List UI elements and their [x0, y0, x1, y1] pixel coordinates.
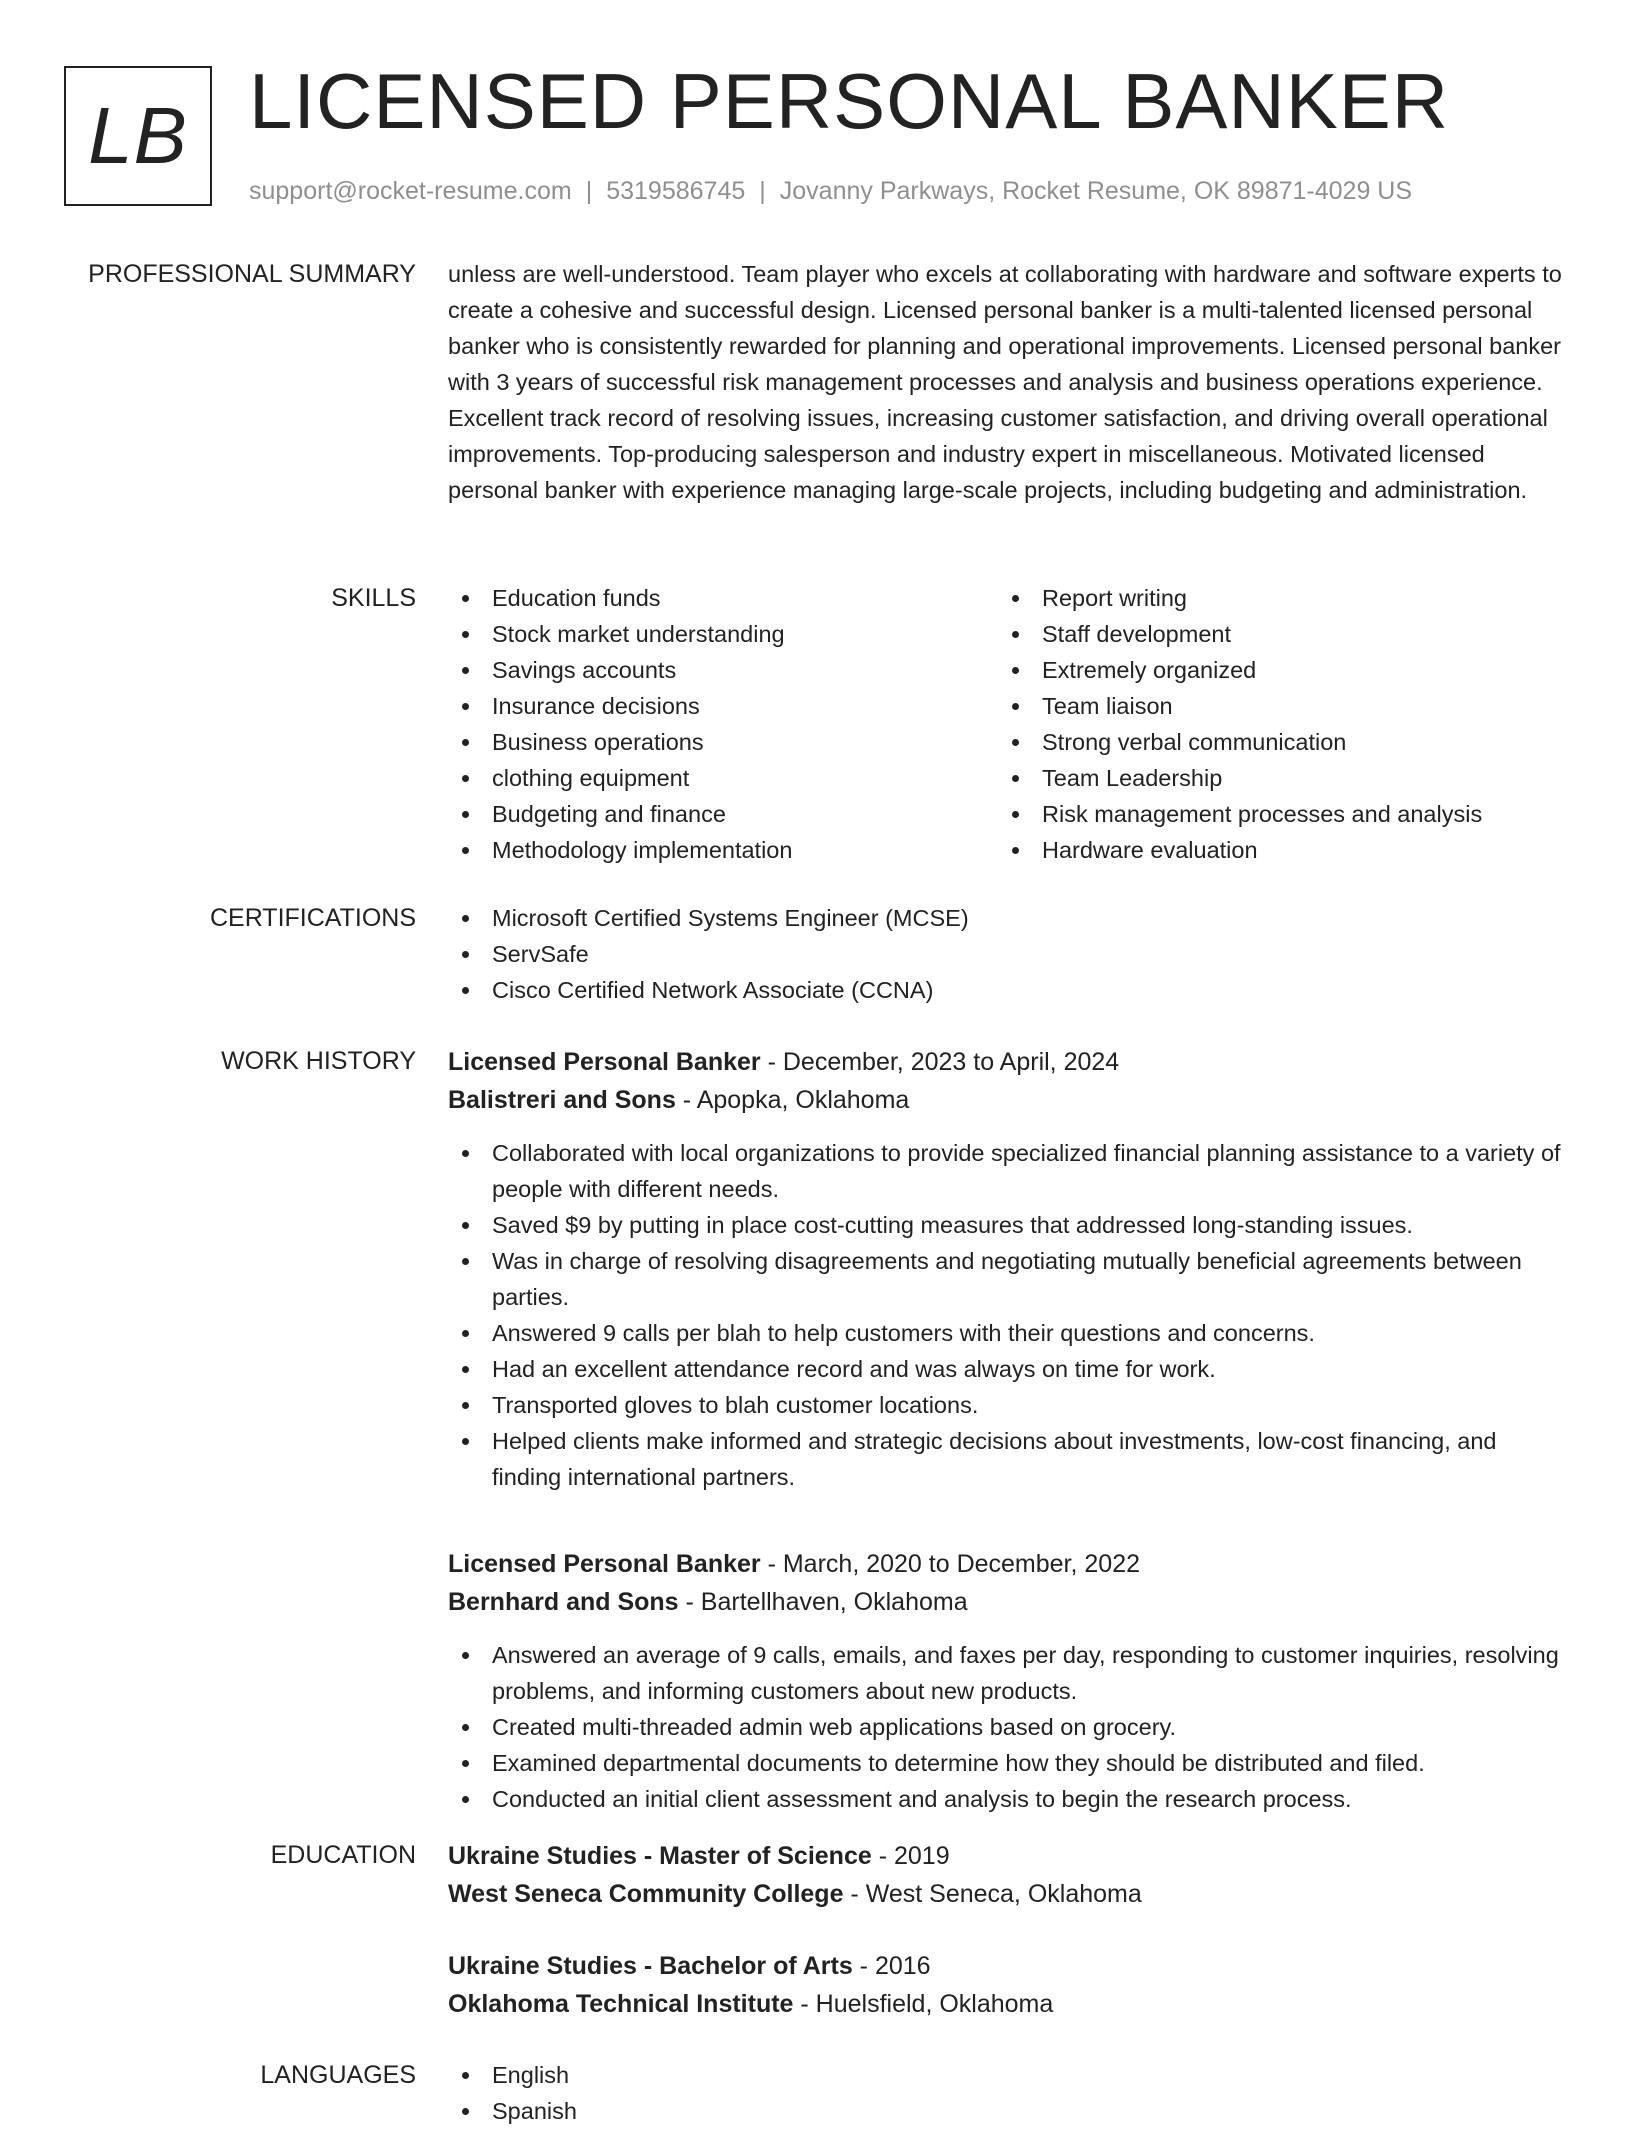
list-item: Education funds	[448, 580, 998, 616]
list-item: ServSafe	[448, 936, 1568, 972]
education-year: - 2016	[852, 1952, 931, 1980]
section-label-work-history: WORK HISTORY	[221, 1047, 416, 1075]
list-item: Team liaison	[998, 688, 1548, 724]
job-entry	[448, 1545, 1568, 1817]
section-label-education: EDUCATION	[270, 1841, 416, 1869]
summary-text: unless are well-understood. Team player who excels at collaborating with hardware and software experts to create a cohesive and successful design. Licensed personal banker is a multi-talented licensed personal banker who is consistently rewarded for planning and operational improvements. Licensed personal banker with 3 years of successful risk management processes and analysis and business operations experience. Excellent track record of resolving issues, increasing customer satisfaction, and driving overall operational improvements. Top-producing salesperson and industry expert in miscellaneous. Motivated licensed personal banker with experience managing large-scale projects, including budgeting and administration.	[448, 261, 1562, 503]
list-item: Budgeting and finance	[448, 796, 998, 832]
list-item: Created multi-threaded admin web applications based on grocery.	[448, 1709, 1568, 1745]
job-location: - Bartellhaven, Oklahoma	[678, 1588, 968, 1616]
education-school: Oklahoma Technical Institute	[448, 1990, 794, 2018]
job-title-line	[448, 1545, 1568, 1583]
section-label-skills: SKILLS	[331, 584, 416, 612]
job-company: Bernhard and Sons	[448, 1588, 679, 1616]
skills-body	[448, 580, 1568, 868]
list-item: Savings accounts	[448, 652, 998, 688]
job-dates: - December, 2023 to April, 2024	[760, 1048, 1120, 1076]
education-year: - 2019	[871, 1842, 950, 1870]
list-item: Helped clients make informed and strategic decisions about investments, low-cost financing, and finding international partners.	[448, 1423, 1568, 1495]
list-item: Staff development	[998, 616, 1548, 652]
list-item: Saved $9 by putting in place cost-cutting measures that addressed long-standing issues.	[448, 1207, 1568, 1243]
education-degree: Ukraine Studies - Master of Science	[448, 1842, 872, 1870]
languages-list	[448, 2057, 1568, 2129]
list-item: Extremely organized	[998, 652, 1548, 688]
job-entry	[448, 1043, 1568, 1495]
list-item: clothing equipment	[448, 760, 998, 796]
email-address[interactable]: support@rocket-resume.com	[249, 177, 572, 205]
list-item: Risk management processes and analysis	[998, 796, 1548, 832]
job-company-line	[448, 1081, 1568, 1119]
education-body	[448, 1837, 1568, 2023]
education-school: West Seneca Community College	[448, 1880, 844, 1908]
education-school-line	[448, 1985, 1568, 2023]
candidate-name: LICENSED PERSONAL BANKER	[249, 57, 1450, 145]
education-degree-line	[448, 1837, 1568, 1875]
job-bullets	[448, 1637, 1568, 1817]
summary-body	[448, 256, 1568, 508]
education-entry	[448, 1947, 1568, 2023]
education-location: - Huelsfield, Oklahoma	[793, 1990, 1054, 2018]
list-item: Spanish	[448, 2093, 1568, 2129]
list-item: Answered an average of 9 calls, emails, and faxes per day, responding to customer inquiries, resolving problems, and informing customers about new products.	[448, 1637, 1568, 1709]
list-item: Microsoft Certified Systems Engineer (MCSE)	[448, 900, 1568, 936]
section-label-summary: PROFESSIONAL SUMMARY	[88, 260, 416, 288]
job-title: Licensed Personal Banker	[448, 1550, 761, 1578]
list-item: Report writing	[998, 580, 1548, 616]
list-item: Had an excellent attendance record and was always on time for work.	[448, 1351, 1568, 1387]
education-location: - West Seneca, Oklahoma	[843, 1880, 1142, 1908]
list-item: Methodology implementation	[448, 832, 998, 868]
job-company-line	[448, 1583, 1568, 1621]
education-degree: Ukraine Studies - Bachelor of Arts	[448, 1952, 853, 1980]
job-company: Balistreri and Sons	[448, 1086, 676, 1114]
list-item: Business operations	[448, 724, 998, 760]
postal-address: Jovanny Parkways, Rocket Resume, OK 89871-4029 US	[779, 177, 1413, 205]
education-school-line	[448, 1875, 1568, 1913]
list-item: Was in charge of resolving disagreements and negotiating mutually beneficial agreements between parties.	[448, 1243, 1568, 1315]
contact-line	[249, 174, 1412, 208]
job-location: - Apopka, Oklahoma	[675, 1086, 910, 1114]
certifications-body	[448, 900, 1568, 1008]
list-item: Team Leadership	[998, 760, 1548, 796]
list-item: Conducted an initial client assessment and analysis to begin the research process.	[448, 1781, 1568, 1817]
certifications-list	[448, 900, 1568, 1008]
list-item: Collaborated with local organizations to provide specialized financial planning assistance to a variety of people with different needs.	[448, 1135, 1568, 1207]
list-item: Stock market understanding	[448, 616, 998, 652]
job-dates: - March, 2020 to December, 2022	[760, 1550, 1141, 1578]
list-item: Strong verbal communication	[998, 724, 1548, 760]
job-title-line	[448, 1043, 1568, 1081]
work-history-body	[448, 1043, 1568, 1817]
education-degree-line	[448, 1947, 1568, 1985]
job-bullets	[448, 1135, 1568, 1495]
contact-separator: |	[585, 177, 593, 205]
list-item: Cisco Certified Network Associate (CCNA)	[448, 972, 1568, 1008]
list-item: Insurance decisions	[448, 688, 998, 724]
languages-body	[448, 2057, 1568, 2129]
list-item: English	[448, 2057, 1568, 2093]
skills-list-left	[448, 580, 998, 868]
section-label-certifications: CERTIFICATIONS	[209, 904, 416, 932]
job-title: Licensed Personal Banker	[448, 1048, 761, 1076]
list-item: Transported gloves to blah customer locations.	[448, 1387, 1568, 1423]
contact-separator: |	[759, 177, 766, 205]
list-item: Examined departmental documents to determine how they should be distributed and filed.	[448, 1745, 1568, 1781]
education-entry	[448, 1837, 1568, 1913]
skills-list-right	[998, 580, 1548, 868]
list-item: Answered 9 calls per blah to help customers with their questions and concerns.	[448, 1315, 1568, 1351]
list-item: Hardware evaluation	[998, 832, 1548, 868]
monogram-logo: LB	[64, 66, 212, 206]
phone-number[interactable]: 5319586745	[606, 177, 746, 205]
section-label-languages: LANGUAGES	[260, 2061, 416, 2089]
